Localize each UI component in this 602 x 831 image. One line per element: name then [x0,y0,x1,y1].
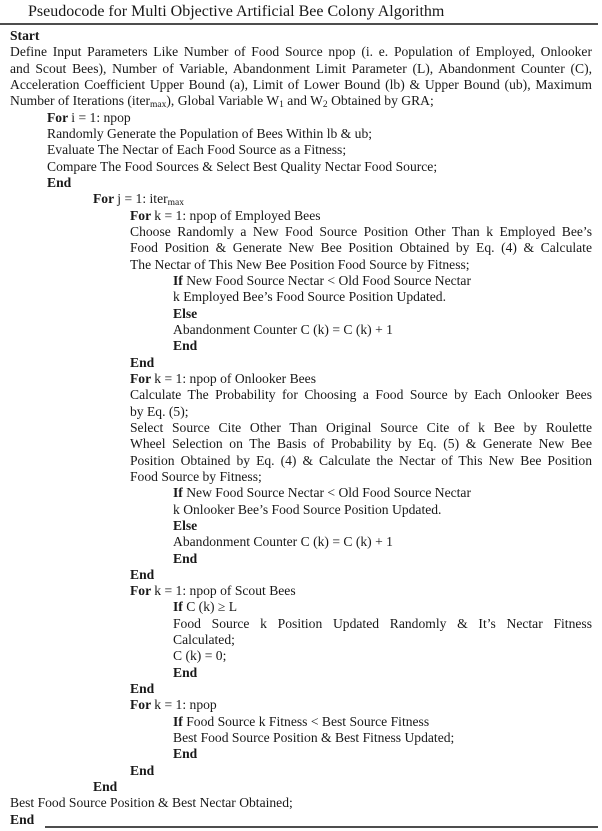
code-line [130,469,592,485]
code-text: k = 1: npop of Onlooker Bees [154,370,317,386]
code-line [173,616,592,632]
keyword-text: Start [10,28,40,43]
code-text: C (k) = 0; [173,648,227,664]
code-line [130,436,592,452]
code-line [47,159,592,175]
keyword-text: If [173,713,187,729]
code-line [130,567,592,583]
keyword-text: For [47,109,72,125]
keyword-text: End [10,811,35,827]
keyword-text: End [93,779,118,795]
code-text: New Food Source Nectar < Old Food Source Nectar [186,485,471,501]
code-line [173,322,592,338]
figure-title: Pseudocode for Multi Objective Artificial Bee Colony Algorithm [28,3,445,20]
code-line [130,453,592,469]
code-line [10,77,592,93]
code-text: Best Food Source Position & Best Fitness Updated; [173,730,455,746]
code-text: Define Input Parameters Like Number of Food Source npop (i. e. Population of Employed, Onlooker [10,44,592,60]
code-line [10,28,592,44]
keyword-text: Else [173,305,198,321]
code-line [130,681,592,697]
code-text: Select Source Cite Other Than Original Source Cite of k Bee by Roulette [130,419,592,435]
code-line [173,730,592,746]
code-text: Randomly Generate the Population of Bees Within lb & ub; [47,125,373,141]
code-line [47,126,592,142]
code-text: k = 1: npop [154,697,217,713]
code-line [130,420,592,436]
code-text: Position Obtained by Eq. (4) & Calculate the Nectar of This New Bee Position [130,452,592,468]
keyword-text: End [173,550,198,566]
code-text: Food Position & Generate New Bee Position Obtained by Eq. (4) & Calculate [130,240,592,256]
code-text: Wheel Selection on The Basis of Probability by Eq. (5) & Generate New Bee [130,436,592,452]
code-text: New Food Source Nectar < Old Food Source Nectar [186,272,471,288]
code-line [173,338,592,354]
code-line [173,714,592,730]
code-line [173,306,592,322]
keyword-text: If [173,485,187,501]
code-text: k Onlooker Bee’s Food Source Position Updated. [173,501,442,517]
code-line [47,175,592,191]
code-text: i = 1: npop [71,109,131,125]
code-line [173,534,592,550]
code-line [130,763,592,779]
code-text: C (k) ≥ L [186,599,238,615]
keyword-text: Else [173,517,198,533]
code-line [47,142,592,158]
code-line [10,795,592,811]
code-text: and W [283,93,323,109]
code-line [173,648,592,664]
keyword-text: End [173,664,198,680]
code-line [93,191,592,207]
code-line [130,583,592,599]
code-text: ), Global Variable W [166,93,280,109]
code-text: Number of Iterations (iter [10,93,151,109]
code-line [173,502,592,518]
subscript-text: max [150,100,167,110]
code-text: The Nectar of This New Bee Position Food Source by Fitness; [130,256,470,272]
code-line [10,93,592,109]
keyword-text: End [47,174,72,190]
code-text: Food Source k Fitness < Best Source Fitness [186,713,430,729]
keyword-text: For [130,370,155,386]
code-line [173,485,592,501]
keyword-text: End [130,762,155,778]
code-line [173,665,592,681]
keyword-text: End [130,566,155,582]
code-text: Food Source k Position Updated Randomly & It’s Nectar Fitness [173,615,592,631]
code-text: and Scout Bees), Number of Variable, Abandonment Limit Parameter (L), Abandonment Counter (C), [10,60,592,76]
keyword-text: End [130,354,155,370]
code-text: k = 1: npop of Employed Bees [154,207,321,223]
code-line [173,518,592,534]
code-line [130,224,592,240]
code-text: k = 1: npop of Scout Bees [154,583,296,599]
code-text: j = 1: iter [117,191,168,207]
code-line [130,697,592,713]
code-line [130,208,592,224]
keyword-text: For [93,191,118,207]
code-line [173,289,592,305]
code-line [10,61,592,77]
keyword-text: If [173,272,187,288]
code-line [130,240,592,256]
code-line [130,355,592,371]
code-text: Food Source by Fitness; [130,468,262,484]
keyword-text: End [173,746,198,762]
code-line [47,110,592,126]
code-text: Choose Randomly a New Food Source Position Other Than k Employed Bee’s [130,223,592,239]
code-line [130,371,592,387]
code-line [130,404,592,420]
code-text: Calculated; [173,632,235,648]
code-text: Compare The Food Sources & Select Best Quality Nectar Food Source; [47,158,438,174]
code-line [173,551,592,567]
code-text: by Eq. (5); [130,403,189,419]
code-line [173,273,592,289]
code-line [130,387,592,403]
subscript-text: 1 [279,100,284,110]
code-text: Abandonment Counter C (k) = C (k) + 1 [173,534,393,550]
subscript-text: max [167,198,184,208]
code-text: Evaluate The Nectar of Each Food Source as a Fitness; [47,142,347,158]
keyword-text: End [173,338,198,354]
code-line [93,779,592,795]
code-line [173,746,592,762]
bottom-rule [45,826,598,828]
keyword-text: If [173,599,187,615]
code-text: Abandonment Counter C (k) = C (k) + 1 [173,321,393,337]
keyword-text: End [130,681,155,697]
subscript-text: 2 [322,100,328,110]
code-line [173,632,592,648]
keyword-text: For [130,207,155,223]
code-text: Calculate The Probability for Choosing a Food Source by Each Onlooker Bees [130,387,592,403]
code-text: Obtained by GRA; [327,93,434,109]
code-text: k Employed Bee’s Food Source Position Updated. [173,289,446,305]
keyword-text: For [130,583,155,599]
code-line [10,44,592,60]
code-text: Best Food Source Position & Best Nectar Obtained; [10,795,293,811]
code-line [173,599,592,615]
code-text: Acceleration Coefficient Upper Bound (a), Limit of Lower Bound (lb) & Upper Bound (ub), Maximum [10,76,592,92]
pseudocode-block [0,25,602,828]
code-line [130,257,592,273]
keyword-text: For [130,697,155,713]
